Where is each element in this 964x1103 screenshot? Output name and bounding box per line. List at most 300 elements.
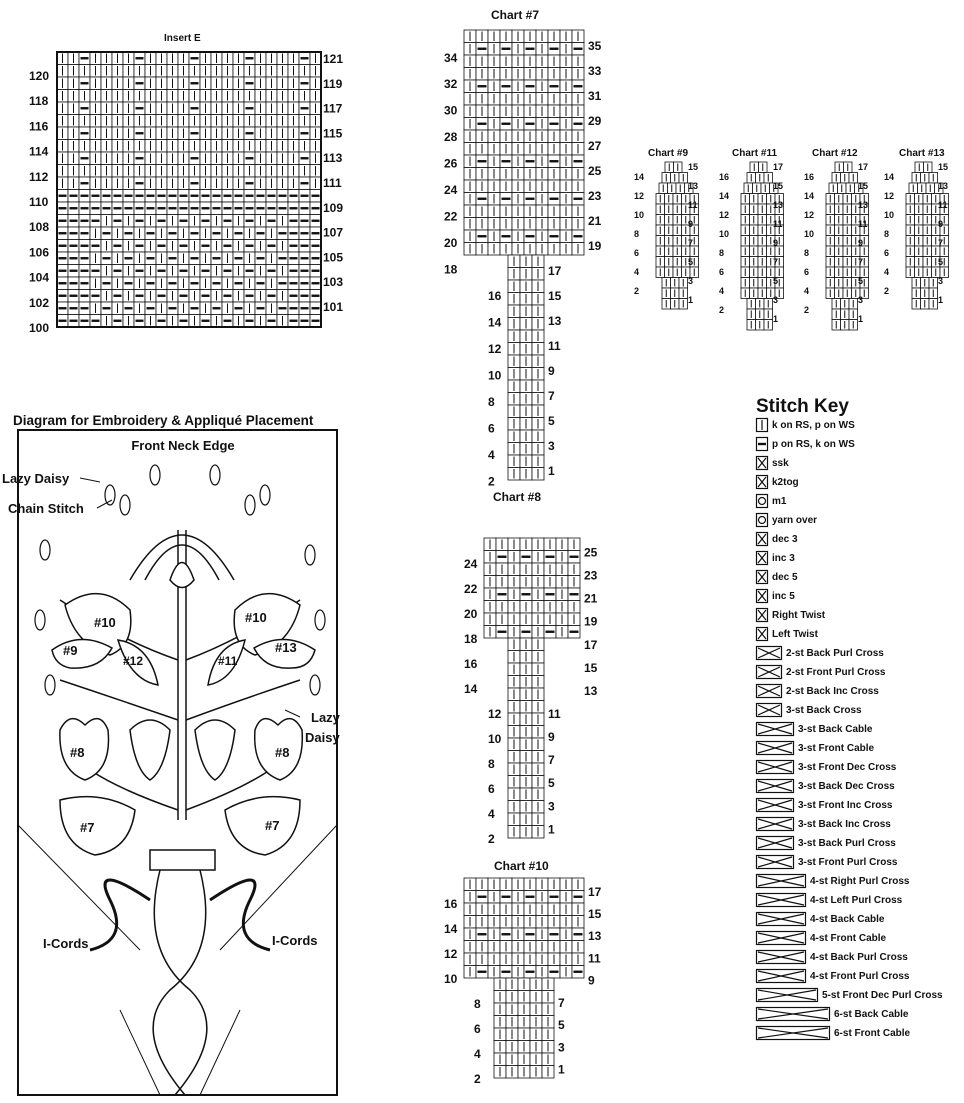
chart8-chart (430, 500, 610, 846)
chart13-chart (880, 158, 964, 318)
scroll-cords (90, 880, 270, 950)
small12-row-label: 5 (858, 276, 864, 286)
insert-e-row-label: 100 (29, 321, 50, 335)
chart8-row-label: 10 (488, 732, 502, 746)
small13-row-label: 13 (938, 181, 949, 191)
stitch-key-label: 4-st Front Purl Cross (810, 970, 910, 982)
stitch-key-item (756, 796, 892, 814)
chart10-row-label: 3 (558, 1040, 565, 1055)
insert-e-row-label: 111 (323, 176, 342, 190)
chart11-title: Chart #11 (732, 148, 778, 159)
petal-9 (52, 639, 112, 668)
icords-right-label: I-Cords (272, 933, 318, 948)
insert-e-row-label: 112 (29, 169, 49, 184)
insert-e-row-label: 105 (323, 250, 344, 265)
cable-symbol-icon (756, 988, 818, 1002)
cable-symbol-icon (756, 836, 794, 850)
stitch-key-item (756, 549, 795, 567)
chart7-row-label: 9 (548, 364, 555, 378)
small13-row-label: 1 (938, 295, 944, 305)
small13-row (912, 299, 938, 310)
stitch-key-label: Right Twist (772, 609, 826, 621)
chart8-row-label: 7 (548, 753, 555, 768)
chart10-row-label: 14 (444, 922, 458, 936)
stitch-key-item (756, 663, 885, 681)
n8-left: #8 (70, 745, 85, 760)
small13-row-label: 15 (938, 162, 949, 172)
small11-row-label: 15 (773, 181, 784, 191)
small13-row-label: 14 (884, 172, 895, 182)
front-neck-edge-label: Front Neck Edge (131, 438, 235, 453)
stitch-key-item (756, 644, 884, 662)
small13-row-label: 11 (938, 200, 948, 210)
stitch-key-item (756, 720, 872, 738)
stitch-key-label: 2-st Back Inc Cross (786, 685, 879, 697)
chart7-row-label: 34 (444, 50, 458, 65)
chart7-row-label: 16 (488, 289, 502, 303)
stitch-key-label: k on RS, p on WS (772, 419, 855, 431)
small12-row-label: 3 (858, 295, 864, 305)
stitch-key-item (756, 929, 886, 947)
chart10-row-label: 5 (558, 1018, 565, 1033)
chart7-row-label: 31 (588, 89, 602, 103)
chart10-row-label: 12 (444, 947, 458, 961)
chart10-row-label: 2 (474, 1072, 481, 1086)
small12-row (832, 320, 858, 331)
small9-row-label: 3 (688, 276, 694, 286)
chart8-row-label: 9 (548, 730, 555, 745)
small11-row-label: 4 (719, 286, 725, 296)
dec5-symbol-icon (756, 570, 768, 584)
chart7-row-label: 27 (588, 139, 602, 153)
chart8-row-label: 16 (464, 657, 478, 671)
chart7-row-label: 24 (444, 183, 458, 198)
small12-row-label: 10 (804, 229, 815, 239)
small9-row (662, 299, 688, 310)
stitch-key-item (756, 815, 891, 833)
cable-symbol-icon (756, 741, 794, 755)
chart7-stem (508, 255, 544, 480)
cable-symbol-icon (756, 969, 806, 983)
cross-symbol-icon (756, 646, 782, 660)
n11-label: #11 (218, 654, 238, 668)
small12-row-label: 9 (858, 238, 864, 248)
small12-row-label: 13 (858, 200, 869, 210)
chart7-row-label: 6 (488, 421, 495, 436)
chart7-row-label: 18 (444, 262, 458, 277)
chart7-row-label: 8 (488, 394, 495, 409)
chart10-row-label: 16 (444, 897, 458, 911)
stitch-key-label: 3-st Front Dec Cross (798, 761, 897, 773)
insert-e-row-label: 102 (29, 295, 50, 310)
stitch-key-item (756, 473, 799, 491)
small9-row-label: 8 (634, 229, 640, 239)
n12-label: #12 (123, 654, 144, 668)
chart10-row-label: 7 (558, 995, 565, 1010)
small9-row-label: 13 (688, 181, 699, 191)
chart10-chart (430, 870, 610, 1095)
stitch-key-label: 4-st Back Cable (810, 913, 885, 925)
cable-symbol-icon (756, 722, 794, 736)
cable-symbol-icon (756, 1007, 830, 1021)
small11-row-label: 11 (773, 219, 783, 229)
chart7-row-label: 29 (588, 114, 602, 128)
chart7-row-label: 33 (588, 64, 602, 78)
chain-stitch-label: Chain Stitch (8, 501, 84, 516)
stitch-key-label: 3-st Back Cross (786, 704, 862, 716)
chart7-row-label: 4 (488, 447, 495, 462)
stitch-key-item (756, 967, 909, 985)
chart7-row-label: 11 (548, 339, 561, 353)
stitch-key-item (756, 777, 895, 795)
small11-row (750, 162, 767, 173)
cable-symbol-icon (756, 931, 806, 945)
chart7-row-label: 10 (488, 368, 502, 383)
chart12-chart (800, 158, 880, 333)
chart9-title: Chart #9 (648, 148, 689, 159)
stitch-key-label: m1 (772, 495, 787, 507)
diagram-title: Diagram for Embroidery & Appliqué Placement (13, 413, 314, 428)
stitch-key-label: yarn over (772, 514, 818, 526)
insert-e-row-label: 118 (29, 94, 49, 109)
stitch-key-item (756, 853, 897, 871)
stitch-key-item (756, 587, 795, 605)
cable-symbol-icon (756, 779, 794, 793)
small11-row-label: 6 (719, 267, 725, 277)
small11-row-label: 3 (773, 295, 779, 305)
n13-label: #13 (275, 640, 297, 655)
small9-row (662, 173, 688, 184)
small12-row-label: 15 (858, 181, 869, 191)
chart7-row-label: 19 (588, 239, 602, 253)
chart10-row-label: 6 (474, 1022, 481, 1036)
small12-row-label: 16 (804, 172, 815, 182)
chart7-row-label: 14 (488, 315, 502, 330)
small13-row-label: 5 (938, 257, 944, 267)
insert-e-row-label: 110 (29, 195, 49, 209)
insert-e-row-label: 119 (323, 76, 343, 91)
chart10-row-label: 4 (474, 1047, 481, 1061)
stitch-key-item (756, 891, 902, 909)
flower-7-right (225, 797, 300, 855)
chart10-row-label: 17 (588, 884, 602, 899)
stitch-key-label: p on RS, k on WS (772, 438, 855, 450)
small12-row-label: 1 (858, 314, 864, 324)
stitch-key-item (756, 606, 825, 624)
n9-label: #9 (63, 643, 78, 658)
n10-left: #10 (94, 615, 116, 630)
chart7-row-label: 17 (548, 264, 562, 278)
insert-e-row-label: 103 (323, 275, 344, 290)
chart7-row-label: 25 (588, 164, 602, 178)
stitch-key-item (756, 701, 862, 719)
cross-symbol-icon (756, 665, 782, 679)
small12-row-label: 6 (804, 267, 810, 277)
stitch-key-item (756, 682, 879, 700)
chart12-title: Chart #12 (812, 148, 858, 159)
chart7-row-label: 23 (588, 189, 602, 203)
knit-symbol-icon (756, 418, 768, 432)
small9-row (665, 162, 682, 173)
chart11-chart (715, 158, 795, 333)
chart10-row-label: 15 (588, 907, 602, 921)
chart8-title: Chart #8 (493, 490, 542, 504)
stitch-key-label: 3-st Front Cable (798, 742, 875, 754)
small13-row-label: 7 (938, 238, 944, 248)
chart8-row-label: 18 (464, 632, 478, 646)
yarn-over-symbol-icon (756, 513, 768, 527)
small11-row-label: 17 (773, 162, 784, 172)
chart13-title: Chart #13 (899, 148, 945, 159)
stitch-key-item (756, 454, 789, 472)
small13-row-label: 10 (884, 210, 895, 220)
small11-row-label: 14 (719, 191, 730, 201)
stitch-key-label: 4-st Front Cable (810, 932, 887, 944)
chart8-stem (508, 638, 544, 838)
small12-row (832, 309, 858, 320)
small12-row-label: 7 (858, 257, 864, 267)
chart8-row-label: 19 (584, 614, 598, 629)
chart7-top (464, 30, 584, 255)
cable-symbol-icon (756, 855, 794, 869)
chart10-row-label: 13 (588, 929, 602, 944)
stitch-key-item (756, 1024, 910, 1042)
stitch-key-label: 2-st Front Purl Cross (786, 666, 886, 678)
small11-row-label: 8 (719, 248, 725, 258)
insert-e-row-label: 107 (323, 225, 344, 240)
stitch-key-label: 2-st Back Purl Cross (786, 647, 884, 659)
stitch-key-item (756, 739, 874, 757)
small11-row-label: 2 (719, 305, 725, 315)
insert-e-row-label: 120 (29, 69, 50, 83)
chart8-top (484, 538, 580, 638)
n10-right: #10 (245, 610, 267, 625)
insert-e-row-label: 106 (29, 245, 50, 260)
small11-row-label: 12 (719, 210, 730, 220)
stitch-key-label: 3-st Back Dec Cross (798, 780, 895, 792)
chart10-row-label: 9 (588, 973, 595, 988)
stitch-key-label: dec 5 (772, 571, 798, 583)
insert-e-row-label: 101 (323, 300, 344, 314)
stitch-key-label: 3-st Back Inc Cross (798, 818, 891, 830)
n8-right: #8 (275, 745, 290, 760)
small9-row-label: 4 (634, 267, 640, 277)
icords-left-label: I-Cords (43, 936, 89, 951)
stitch-key-item (756, 910, 884, 928)
small11-row-label: 16 (719, 172, 730, 182)
chart7-row-label: 28 (444, 130, 458, 145)
small11-row-label: 1 (773, 314, 779, 324)
small9-row-label: 5 (688, 257, 694, 267)
chart9-chart (630, 158, 710, 318)
stitch-key-item (756, 416, 855, 434)
chart7-row-label: 15 (548, 289, 562, 303)
small12-row-label: 8 (804, 248, 810, 258)
stitch-key-label: 3-st Back Purl Cross (798, 837, 896, 849)
small9-row-label: 14 (634, 172, 645, 182)
small9-row-label: 10 (634, 210, 645, 220)
small9-row-label: 9 (688, 219, 694, 229)
small9-row-label: 1 (688, 295, 694, 305)
chart7-row-label: 2 (488, 474, 495, 489)
small12-row-label: 2 (804, 305, 810, 315)
small9-row-label: 11 (688, 200, 698, 210)
small13-row-label: 3 (938, 276, 944, 286)
small11-row-label: 10 (719, 229, 730, 239)
stitch-key-item (756, 986, 943, 1004)
stitch-key-label: 3-st Front Inc Cross (798, 799, 893, 811)
insert-e-row-label: 114 (29, 144, 49, 159)
small12-row (832, 173, 858, 184)
stitch-key-item (756, 758, 896, 776)
chart10-title: Chart #10 (494, 859, 549, 873)
chart10-stem (494, 978, 554, 1078)
k2tog-symbol-icon (756, 475, 768, 489)
small9-row (662, 278, 688, 289)
chart8-row-label: 12 (488, 707, 502, 721)
chart7-row-label: 5 (548, 414, 555, 428)
small12-row-label: 11 (858, 219, 868, 229)
chart8-row-label: 24 (464, 557, 478, 571)
insert-e-grid (57, 52, 321, 327)
small12-row-label: 17 (858, 162, 869, 172)
insert-e-row-label: 104 (29, 270, 50, 285)
small13-row-label: 4 (884, 267, 890, 277)
stitch-key-item (756, 530, 798, 548)
stitch-key-label: 6-st Front Cable (834, 1027, 911, 1039)
chart8-row-label: 5 (548, 776, 555, 791)
m1-symbol-icon (756, 494, 768, 508)
left-twist-symbol-icon (756, 627, 768, 641)
chart7-row-label: 35 (588, 39, 602, 53)
lazy-daisy-label: Lazy Daisy (2, 471, 70, 486)
insert-e-row-label: 115 (323, 126, 343, 141)
cross-symbol-icon (756, 703, 782, 717)
chart7-chart (430, 0, 610, 489)
stitch-key-label: 4-st Back Purl Cross (810, 951, 908, 963)
stitch-key-label: ssk (772, 457, 789, 469)
chart7-row-label: 32 (444, 77, 458, 92)
small11-row (747, 173, 773, 184)
insert-e-title: Insert E (164, 33, 201, 44)
small12-row (835, 162, 852, 173)
insert-e-row-label: 108 (29, 220, 50, 235)
chart7-row-label: 13 (548, 314, 562, 328)
insert-e-chart (0, 0, 360, 340)
n7-right: #7 (265, 818, 280, 833)
stitch-key-item (756, 834, 896, 852)
chart8-row-label: 23 (584, 568, 598, 583)
stitch-key-item (756, 1005, 908, 1023)
cable-symbol-icon (756, 874, 806, 888)
chart7-row-label: 7 (548, 389, 555, 403)
chart10-top (464, 878, 584, 978)
ssk-symbol-icon (756, 456, 768, 470)
stitch-key-item (756, 948, 908, 966)
chart7-title: Chart #7 (491, 8, 540, 22)
purl-symbol-icon (756, 437, 768, 451)
inc3-symbol-icon (756, 551, 768, 565)
chart8-row-label: 13 (584, 683, 598, 698)
small11-row (747, 309, 773, 320)
small13-row (915, 162, 932, 173)
stitch-key-label: Left Twist (772, 628, 818, 640)
stitch-key-item (756, 435, 855, 453)
small9-row-label: 6 (634, 248, 640, 258)
insert-e-row-label: 116 (29, 119, 49, 134)
stitch-key-label: k2tog (772, 476, 799, 488)
insert-e-row-label: 117 (323, 101, 343, 116)
small11-row-label: 5 (773, 276, 779, 286)
cable-symbol-icon (756, 760, 794, 774)
chart8-row-label: 1 (548, 822, 555, 837)
small9-row-label: 2 (634, 286, 640, 296)
flower-7-left (60, 797, 135, 855)
embroidery-placement-diagram (0, 430, 360, 1100)
chart7-row-label: 26 (444, 156, 458, 171)
chart7-row-label: 22 (444, 209, 458, 224)
small11-row-label: 7 (773, 257, 779, 267)
center-bud (170, 563, 194, 588)
cable-symbol-icon (756, 817, 794, 831)
stitch-key-item (756, 511, 817, 529)
stitch-key-label: 3-st Front Purl Cross (798, 856, 898, 868)
small12-row (832, 299, 858, 310)
small12-row-label: 14 (804, 191, 815, 201)
chart8-row-label: 6 (488, 782, 495, 796)
stitch-key-label: 4-st Right Purl Cross (810, 875, 910, 887)
chart7-row-label: 21 (588, 214, 602, 228)
stitch-key-label: dec 3 (772, 533, 798, 545)
daisy-label: Daisy (305, 730, 340, 745)
small13-row (912, 288, 938, 299)
n7-left: #7 (80, 820, 95, 835)
stitch-key-item (756, 872, 909, 890)
chart8-row-label: 14 (464, 682, 478, 696)
chart8-row-label: 20 (464, 607, 478, 621)
chart8-row-label: 21 (584, 591, 598, 606)
chart8-row-label: 15 (584, 660, 598, 675)
small11-row-label: 13 (773, 200, 784, 210)
insert-e-row-label: 109 (323, 200, 344, 215)
stitch-key-label: 3-st Back Cable (798, 723, 873, 735)
chart7-row-label: 30 (444, 103, 458, 118)
stitch-key-item (756, 625, 818, 643)
chart8-row-label: 22 (464, 582, 478, 596)
chart7-row-label: 12 (488, 341, 502, 356)
cable-symbol-icon (756, 950, 806, 964)
small12-row-label: 4 (804, 286, 810, 296)
small11-row (747, 299, 773, 310)
small11-row-label: 9 (773, 238, 779, 248)
chart8-row-label: 8 (488, 757, 495, 771)
stitch-key-item (756, 568, 798, 586)
stitch-key-label: 4-st Left Purl Cross (810, 894, 903, 906)
stitch-key-item (756, 492, 786, 510)
small13-row-label: 9 (938, 219, 944, 229)
cable-symbol-icon (756, 893, 806, 907)
chart8-row-label: 17 (584, 637, 598, 652)
stitch-key-title: Stitch Key (756, 396, 849, 417)
inc5-symbol-icon (756, 589, 768, 603)
small9-row-label: 12 (634, 191, 645, 201)
small12-row-label: 12 (804, 210, 815, 220)
chart10-row-label: 10 (444, 972, 458, 986)
chart10-row-label: 1 (558, 1062, 565, 1077)
stitch-key-label: inc 5 (772, 590, 795, 602)
right-twist-symbol-icon (756, 608, 768, 622)
cable-symbol-icon (756, 1026, 830, 1040)
